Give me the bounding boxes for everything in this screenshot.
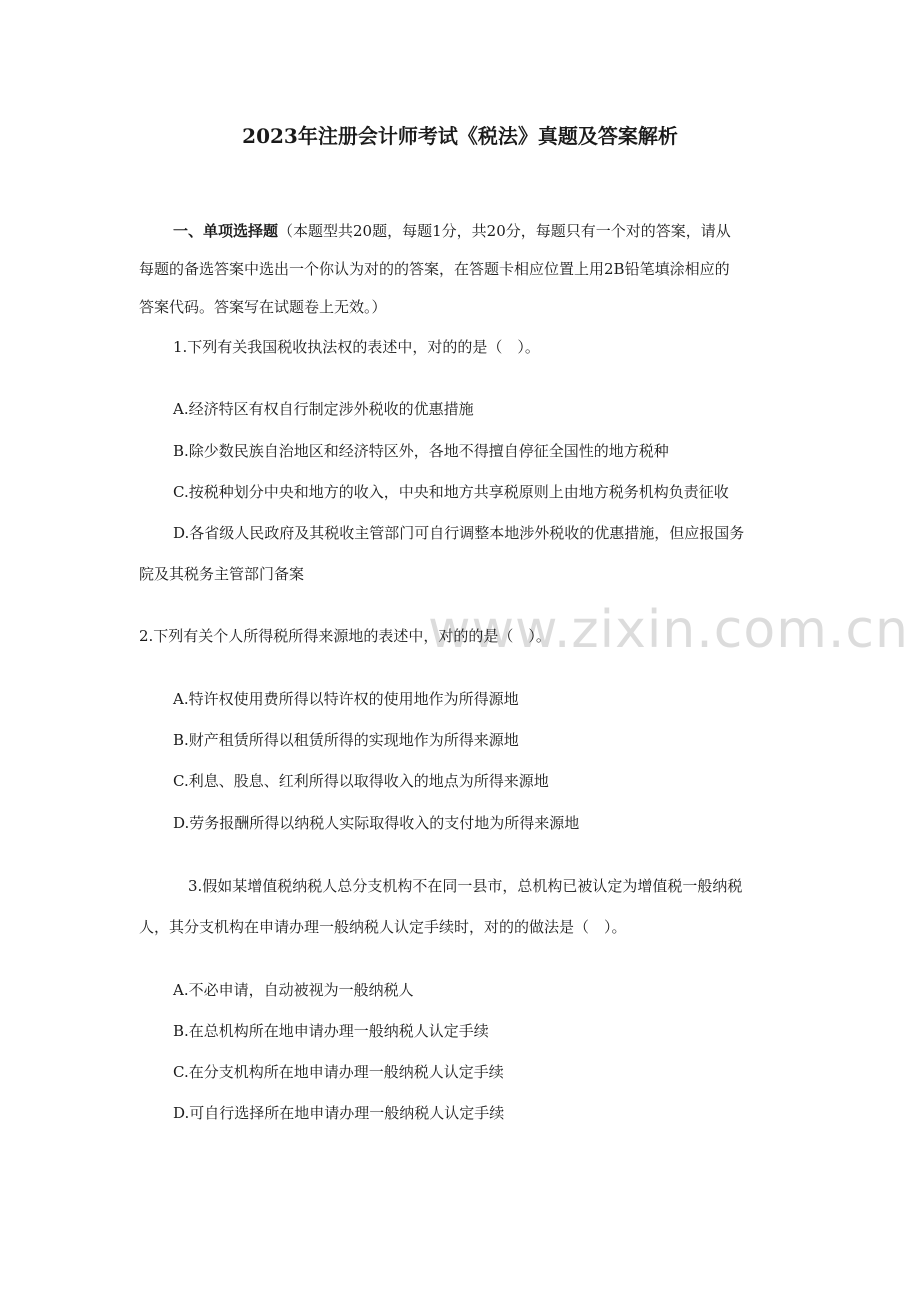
question-2-option-c: C.利息、股息、红利所得以取得收入的地点为所得来源地 bbox=[173, 772, 549, 790]
section-intro-line-2: 每题的备选答案中选出一个你认为对的的答案，在答题卡相应位置上用2B铅笔填涂相应的 bbox=[139, 260, 730, 278]
question-3-option-b: B.在总机构所在地申请办理一般纳税人认定手续 bbox=[173, 1022, 489, 1040]
page-title: 2023年注册会计师考试《税法》真题及答案解析 bbox=[242, 124, 678, 148]
question-1-option-c: C.按税种划分中央和地方的收入，中央和地方共享税原则上由地方税务机构负责征收 bbox=[173, 483, 729, 501]
watermark: www.zixin.com.cn bbox=[428, 600, 909, 660]
question-3-option-c: C.在分支机构所在地申请办理一般纳税人认定手续 bbox=[173, 1063, 504, 1081]
question-2-stem: 2.下列有关个人所得税所得来源地的表述中，对的的是（ ）。 bbox=[139, 627, 551, 645]
question-1-option-a: A.经济特区有权自行制定涉外税收的优惠措施 bbox=[173, 400, 474, 418]
section-intro-line-3: 答案代码。答案写在试题卷上无效。） bbox=[139, 298, 387, 316]
question-2-option-d: D.劳务报酬所得以纳税人实际取得收入的支付地为所得来源地 bbox=[173, 814, 580, 832]
question-1-option-d-line-2: 院及其税务主管部门备案 bbox=[139, 565, 305, 583]
question-3-option-d: D.可自行选择所在地申请办理一般纳税人认定手续 bbox=[173, 1104, 505, 1122]
section-intro-line-1 bbox=[173, 221, 731, 241]
question-1-option-b: B.除少数民族自治地区和经济特区外，各地不得擅自停征全国性的地方税种 bbox=[173, 442, 669, 460]
question-1-option-d-line-1: D.各省级人民政府及其税收主管部门可自行调整本地涉外税收的优惠措施，但应报国务 bbox=[173, 524, 745, 542]
section-heading: 一、单项选择题 bbox=[173, 222, 279, 240]
section-intro-text: （本题型共20题，每题1分，共20分，每题只有一个对的答案，请从 bbox=[278, 222, 731, 240]
question-1-stem: 1.下列有关我国税收执法权的表述中，对的的是（ ）。 bbox=[173, 338, 540, 356]
question-2-option-b: B.财产租赁所得以租赁所得的实现地作为所得来源地 bbox=[173, 731, 519, 749]
question-3-option-a: A.不必申请，自动被视为一般纳税人 bbox=[173, 981, 414, 999]
question-3-stem-line-1: 3.假如某增值税纳税人总分支机构不在同一县市，总机构已被认定为增值税一般纳税 bbox=[188, 877, 743, 895]
question-2-option-a: A.特许权使用费所得以特许权的使用地作为所得源地 bbox=[173, 690, 519, 708]
question-3-stem-line-2: 人，其分支机构在申请办理一般纳税人认定手续时，对的的做法是（ ）。 bbox=[139, 918, 627, 936]
